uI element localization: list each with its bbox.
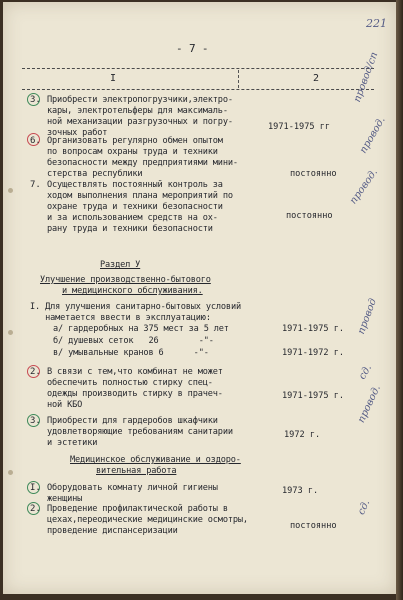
handwritten-note: провод. xyxy=(358,115,388,156)
medical-title: Медицинское обслуживание и оздоро- xyxy=(70,455,241,465)
item-term: 1973 г. xyxy=(282,486,319,496)
section-intro-line: I. Для улучшения санитарно-бытовых условий xyxy=(30,302,242,312)
item-text-line: Проведение профилактической работы в xyxy=(47,504,228,514)
subitem-a-term: 1971-1975 г. xyxy=(282,324,345,334)
section-subtitle: Улучшение производственно-бытового xyxy=(40,275,211,285)
handwritten-note: провод. xyxy=(356,383,383,425)
subitem-a: а/ гардеробных на 375 мест за 5 лет xyxy=(53,324,229,334)
item-number: 2. xyxy=(30,504,41,514)
corner-mark: 221 xyxy=(366,17,387,30)
item-text-line: и эстетики xyxy=(47,438,98,448)
column-header-2: 2 xyxy=(313,73,319,84)
handwritten-note: провод. xyxy=(348,167,381,207)
handwritten-note: провод/сп xyxy=(352,50,381,104)
item-number: 7. xyxy=(30,180,41,190)
item-text-line: Оборудовать комнату личной гигиены xyxy=(47,483,218,493)
item-text-line: зочных работ xyxy=(47,128,108,138)
section-title: Раздел У xyxy=(100,260,141,270)
item-number: 3. xyxy=(30,416,41,426)
item-text-line: Приобрести для гардеробов шкафчики xyxy=(47,416,218,426)
item-number: 3. xyxy=(30,95,41,105)
binder-hole xyxy=(8,188,13,193)
medical-title: вительная работа xyxy=(96,466,177,476)
binder-hole xyxy=(8,330,13,335)
subitem-b: б/ душевых сеток 26 -"- xyxy=(53,336,214,346)
subitem-c: в/ умывальные кранов 6 -"- xyxy=(53,348,209,358)
item-text-line: обеспечить полностью стирку спец- xyxy=(47,378,213,388)
item-text-line: охране труда и техники безопасности xyxy=(47,202,223,212)
item-term: постоянно xyxy=(290,169,337,179)
binder-hole xyxy=(8,470,13,475)
item-text-line: цехах,переодические медицинские осмотры, xyxy=(47,515,248,525)
column-header-1: I xyxy=(110,73,116,84)
item-text-line: Осуществлять постоянный контроль за xyxy=(47,180,223,190)
subitem-c-term: 1971-1972 г. xyxy=(282,348,345,358)
item-text-line: одежды производить стирку в прачеч- xyxy=(47,389,223,399)
page-number: - 7 - xyxy=(176,42,209,55)
item-text-line: безопасности между предприятиями мини- xyxy=(47,158,238,168)
section-intro-line: наметается ввести в эксплуатацию: xyxy=(30,313,211,323)
page-edge-shadow xyxy=(396,0,403,600)
section-subtitle: и медицинского обслуживания. xyxy=(62,286,203,296)
item-term: 1971-1975 г. xyxy=(282,391,345,401)
item-text-line: Организовать регулярно обмен опытом xyxy=(47,136,223,146)
handwritten-note: провод xyxy=(356,297,380,336)
item-text-line: удовлетворяющие требованиям санитарии xyxy=(47,427,233,437)
item-text-line: ходом выполнения плана мероприятий по xyxy=(47,191,233,201)
item-text-line: ной механизации разгрузочных и погру- xyxy=(47,117,233,127)
item-text-line: стерства республики xyxy=(47,169,143,179)
handwritten-note: сд. xyxy=(357,362,375,382)
item-text-line: кары, электротельферы для максималь- xyxy=(47,106,228,116)
table-rule-top xyxy=(22,68,374,69)
item-text-line: проведение диспансеризации xyxy=(47,526,178,536)
item-term: 1971-1975 гг xyxy=(268,122,331,132)
column-divider xyxy=(238,70,239,88)
item-text-line: по вопросам охраны труда и техники xyxy=(47,147,218,157)
item-text-line: В связи с тем,что комбинат не может xyxy=(47,367,223,377)
item-text-line: ной КБО xyxy=(47,400,83,410)
item-text-line: рану труда и техники безопасности xyxy=(47,224,213,234)
item-term: 1972 г. xyxy=(284,430,321,440)
item-number: 6. xyxy=(30,136,41,146)
item-term: постоянно xyxy=(286,211,333,221)
item-number: 2. xyxy=(30,367,41,377)
item-text-line: женщины xyxy=(47,494,83,504)
item-term: постоянно xyxy=(290,521,337,531)
handwritten-note: сд. xyxy=(356,498,373,517)
item-number: I. xyxy=(30,483,41,493)
item-text-line: и за использованием средств на ох- xyxy=(47,213,218,223)
item-text-line: Приобрести электропогрузчики,электро- xyxy=(47,95,233,105)
table-rule-header xyxy=(22,89,374,90)
